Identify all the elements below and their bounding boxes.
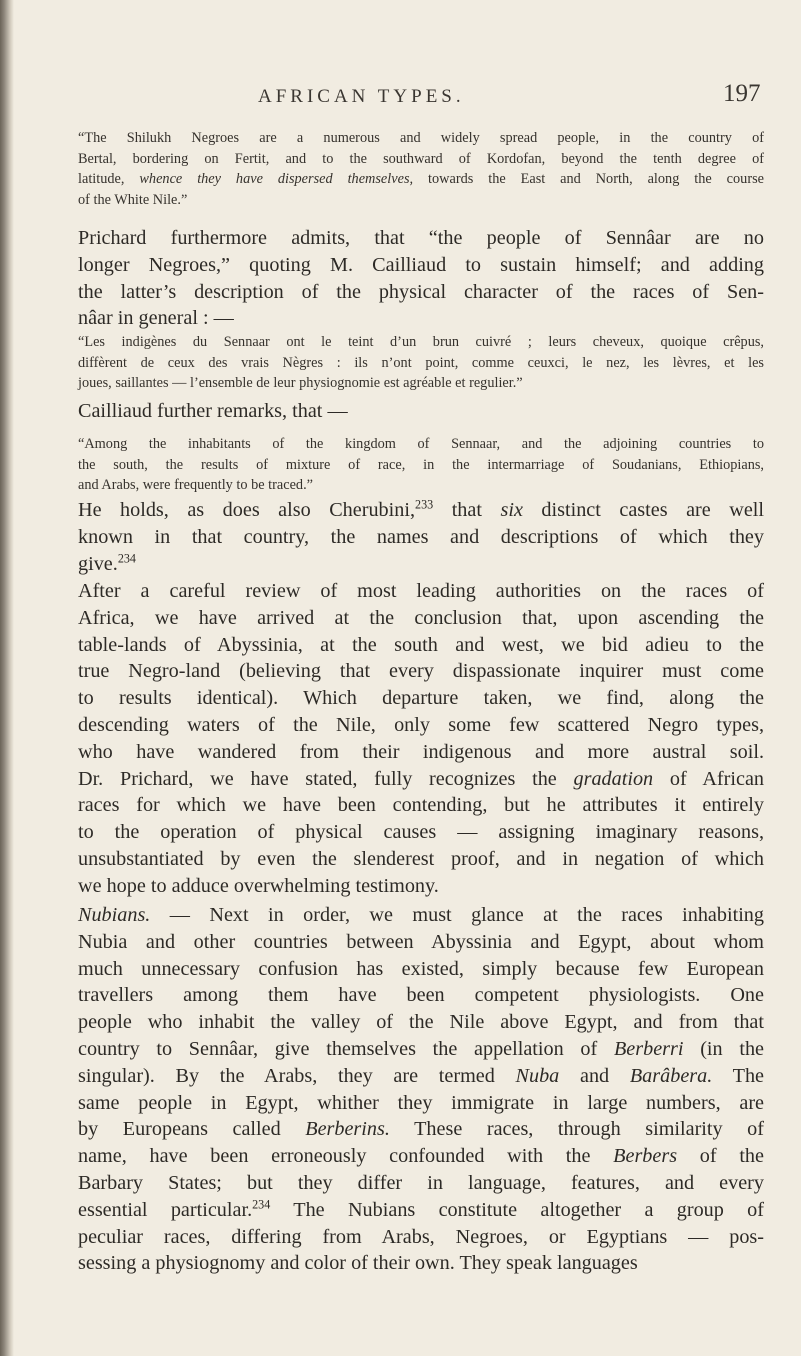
text-line: Prichard furthermore admits, that “the people of Sennâar are no [78, 227, 764, 249]
italic-text: Berberri [613, 1037, 684, 1060]
text-line: to results identical). Which departure taken, we find, along the [78, 687, 764, 710]
text-line: the latter’s description of the physical character of the races of Sen- [78, 280, 764, 303]
paragraph-conclusion [52, 578, 764, 900]
text-line: Africa, we have arrived at the conclusion that, upon ascending the [78, 606, 764, 629]
italic-text: Berberins. [305, 1118, 390, 1141]
text-line: country to Sennâar, give themselves the appellation of Berberri (in the [78, 1037, 764, 1060]
text-line: true Negro-land (believing that every dispassionate inquirer must come [78, 660, 764, 683]
text-line: “Les indigènes du Sennaar ont le teint d’un brun cuivré ; leurs cheveux, quoique crêpus, [78, 334, 764, 350]
text-line: Nubians. — Next in order, we must glance at the races inhabiting [78, 904, 764, 926]
quote-shilukh [52, 128, 764, 210]
text-line: Barbary States; but they differ in language, features, and every [78, 1171, 764, 1194]
quote-cailliaud-mixture [52, 434, 764, 496]
italic-text: gradation [573, 767, 654, 790]
text-line: “The Shilukh Negroes are a numerous and widely spread people, in the country of [78, 130, 764, 146]
running-head: AFRICAN TYPES. [258, 86, 465, 107]
text-line: “Among the inhabitants of the kingdom of Sennaar, and the adjoining countries to [78, 436, 764, 452]
italic-text: Barâbera. [629, 1064, 713, 1087]
footnote-ref: 233 [415, 497, 434, 512]
italic-text: Nuba [515, 1064, 560, 1087]
text-line: descending waters of the Nile, only some few scattered Negro types, [78, 713, 764, 736]
text-line: He holds, as does also Cherubini,$^{233}$ that six distinct castes are well [78, 497, 764, 521]
paragraph-nubians [52, 902, 764, 1277]
italic-text: six [500, 499, 523, 521]
text-line: essential particular.$^{234}$ The Nubians constitute altogether a group of [78, 1197, 764, 1221]
italic-text: Berbers [613, 1145, 678, 1168]
text-line: Cailliaud further remarks, that — [78, 400, 348, 422]
text-line: by Europeans called Berberins. These races, through similarity of [78, 1118, 764, 1141]
text-line: and Arabs, were frequently to be traced.” [78, 477, 313, 493]
text-line: we hope to adduce overwhelming testimony. [78, 874, 439, 897]
text-line: give.$^{234}$ [78, 550, 136, 575]
paragraph-cailliaud-remarks [52, 398, 764, 425]
text-line: people who inhabit the valley of the Nile above Egypt, and from that [78, 1011, 764, 1034]
text-line: unsubstantiated by even the slenderest proof, and in negation of which [78, 847, 764, 870]
page-number: 197 [723, 80, 761, 107]
text-line: latitude, whence they have dispersed themselves, towards the East and North, along the course [78, 171, 764, 187]
text-line: races for which we have been contending, but he attributes it entirely [78, 794, 764, 817]
paragraph-prichard-sennaar [52, 225, 764, 332]
quote-cailliaud-french [52, 332, 764, 394]
text-line: nâar in general : — [78, 307, 234, 330]
text-line: Bertal, bordering on Fertit, and to the southward of Kordofan, beyond the tenth degree of [78, 150, 764, 167]
paragraph-castes [52, 497, 764, 577]
page-header [0, 80, 801, 116]
italic-text: whence they have dispersed themselves, [139, 171, 414, 187]
footnote-ref: 234 [117, 550, 136, 565]
text-line: who have wandered from their indigenous and more austral soil. [78, 740, 764, 763]
text-line: of the White Nile.” [78, 191, 188, 208]
text-line: the south, the results of mixture of race, in the intermarriage of Soudanians, Ethiopians, [78, 456, 764, 473]
text-line: After a careful review of most leading authorities on the races of [78, 580, 764, 602]
italic-text: Nubians. [78, 904, 151, 926]
text-line: longer Negroes,” quoting M. Cailliaud to sustain himself; and adding [78, 253, 764, 276]
footnote-ref: 234 [252, 1197, 271, 1212]
text-line: travellers among them have been competent physiologists. One [78, 984, 764, 1007]
text-line: to the operation of physical causes — assigning imaginary reasons, [78, 821, 764, 844]
text-line: table-lands of Abyssinia, at the south and west, we bid adieu to the [78, 633, 764, 656]
text-line: Nubia and other countries between Abyssinia and Egypt, about whom [78, 930, 764, 953]
text-line: singular). By the Arabs, they are termed Nuba and Barâbera. The [78, 1064, 765, 1087]
text-line: same people in Egypt, whither they immigrate in large numbers, are [78, 1091, 764, 1114]
text-line: sessing a physiognomy and color of their own. They speak languages [78, 1252, 638, 1275]
text-line: known in that country, the names and descriptions of which they [78, 525, 764, 548]
text-line: diffèrent de ceux des vrais Nègres : ils n’ont point, comme ceuxci, le nez, les lèvres, et les [78, 354, 764, 371]
text-line: name, have been erroneously confounded with the Berbers of the [78, 1145, 764, 1168]
text-line: joues, saillantes — l’ensemble de leur physiognomie est agréable et regulier.” [78, 375, 523, 391]
text-line: peculiar races, differing from Arabs, Negroes, or Egyptians — pos- [78, 1225, 764, 1248]
text-line: Dr. Prichard, we have stated, fully recognizes the gradation of African [78, 767, 764, 790]
text-line: much unnecessary confusion has existed, simply because few European [78, 957, 764, 980]
